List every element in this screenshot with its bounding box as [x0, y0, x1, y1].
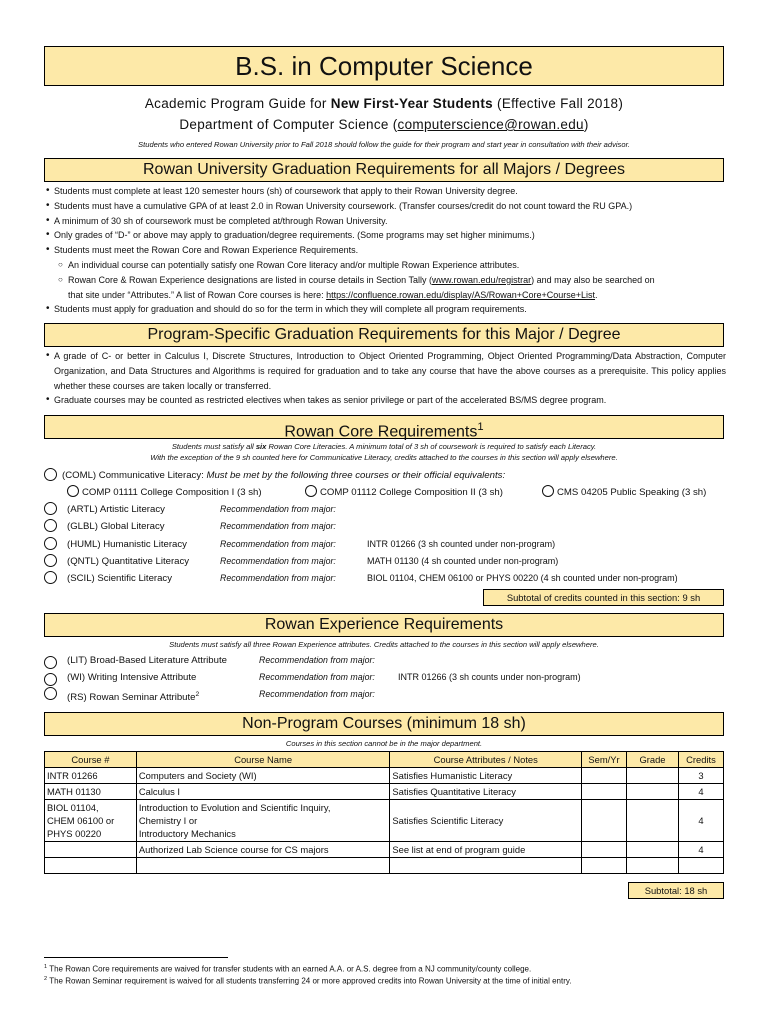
grade-cell[interactable]	[627, 842, 679, 858]
attribute-checkbox[interactable]	[44, 673, 57, 686]
empty-cell[interactable]	[45, 858, 137, 874]
coml-checkbox[interactable]	[44, 468, 57, 481]
course-checkbox[interactable]	[67, 485, 79, 497]
empty-cell[interactable]	[678, 858, 723, 874]
grad-requirements-heading: Rowan University Graduation Requirements for all Majors / Degrees	[44, 158, 724, 182]
literacy-checkbox[interactable]	[44, 519, 57, 532]
empty-cell[interactable]	[390, 858, 582, 874]
course-notes: Satisfies Quantitative Literacy	[390, 784, 582, 800]
course-number[interactable]	[45, 842, 137, 858]
department-line: Department of Computer Science (computerscience@rowan.edu)	[179, 117, 589, 132]
grade-cell[interactable]	[627, 784, 679, 800]
grade-cell[interactable]	[627, 768, 679, 784]
table-row	[45, 842, 724, 858]
grad-requirements-list	[46, 184, 726, 317]
empty-cell[interactable]	[136, 858, 390, 874]
empty-cell[interactable]	[627, 858, 679, 874]
department-email-link[interactable]: computerscience@rowan.edu	[397, 117, 584, 132]
prior-students-note: Students who entered Rowan University prior to Fall 2018 should follow the guide for their program and start year in consultation with their advisor.	[138, 140, 630, 149]
list-subitem: ○ An individual course can potentially satisfy one Rowan Core literacy and/or multiple Rowan Experience attributes.	[46, 258, 726, 273]
footnote-2: $^2$ The Rowan Seminar requirement is waived for all students transferring 24 or more approved credits into Rowan University at the time of initial entry.	[44, 976, 572, 986]
col-header: Course #	[45, 752, 137, 768]
footnote-1: $^1$ The Rowan Core requirements are waived for transfer students with an earned A.A. or A.S. degree from a NJ community/county college.	[44, 964, 532, 974]
sem-yr-cell[interactable]	[582, 842, 627, 858]
program-guide-subtitle: Academic Program Guide for New First-Year Students (Effective Fall 2018)	[144, 96, 624, 111]
col-header: Course Attributes / Notes	[390, 752, 582, 768]
table-row	[45, 800, 724, 842]
course-number: BIOL 01104, CHEM 06100 or PHYS 00220	[45, 800, 137, 842]
experience-row-rs: (RS) Rowan Seminar Attribute$^2$ Recommendation from major:	[44, 687, 724, 704]
literacy-checkbox[interactable]	[44, 502, 57, 515]
experience-row-wi: (WI) Writing Intensive Attribute Recommendation from major: INTR 01266 (3 sh counts under non-program)	[44, 670, 724, 687]
coml-course-1: COMP 01111 College Composition I (3 sh)	[67, 485, 262, 502]
course-name: Computers and Society (WI)	[136, 768, 390, 784]
non-program-note: Courses in this section cannot be in the major department.	[285, 739, 483, 748]
core-row-artl: (ARTL) Artistic Literacy Recommendation from major:	[44, 502, 724, 519]
course-notes: Satisfies Scientific Literacy	[390, 800, 582, 842]
literacy-checkbox[interactable]	[44, 554, 57, 567]
list-item: • Students must meet the Rowan Core and Rowan Experience Requirements.	[46, 243, 726, 258]
table-row-empty	[45, 858, 724, 874]
core-row-qntl: (QNTL) Quantitative Literacy Recommendation from major: MATH 01130 (4 sh counted under non-program)	[44, 554, 724, 571]
page-title: B.S. in Computer Science	[44, 46, 724, 86]
credits: 4	[678, 842, 723, 858]
col-header: Grade	[627, 752, 679, 768]
program-requirements-heading: Program-Specific Graduation Requirements for this Major / Degree	[44, 323, 724, 347]
course-notes: Satisfies Humanistic Literacy	[390, 768, 582, 784]
non-program-table	[44, 751, 724, 874]
core-subtotal: Subtotal of credits counted in this section: 9 sh	[483, 589, 724, 606]
rowan-core-heading: Rowan Core Requirements$^1$	[44, 415, 724, 439]
table-row	[45, 784, 724, 800]
literacy-checkbox[interactable]	[44, 537, 57, 550]
list-subitem-continued: that site under “Attributes.” A list of Rowan Core courses is here: https://confluence.rowan.edu/display/AS/Rowan+Core+Course+List.	[68, 289, 598, 300]
coml-row: (COML) Communicative Literacy: Must be met by the following three courses or their official equivalents:	[44, 468, 505, 485]
list-item: • A grade of C- or better in Calculus I, Discrete Structures, Introduction to Object Oriented Programming, Object Oriented Programming/Data Abstraction, Computer Organization, and Data Structures and Algorithms is required for graduation and to take any course that have the above courses as a prerequisite. This policy applies whether these courses are taken locally or transferred.	[46, 349, 726, 393]
experience-note: Students must satisfy all three Rowan Experience attributes. Credits attached to the courses in this section will apply elsewhere.	[169, 640, 599, 649]
course-number: MATH 01130	[45, 784, 137, 800]
core-note-1: Students must satisfy all six Rowan Core Literacies. A minimum total of 3 sh of coursework is required to satisfy each Literacy.	[171, 442, 597, 451]
sem-yr-cell[interactable]	[582, 768, 627, 784]
attribute-checkbox[interactable]	[44, 687, 57, 700]
table-header-row	[45, 752, 724, 768]
rowan-experience-heading: Rowan Experience Requirements	[44, 613, 724, 637]
list-item: • Only grades of “D-” or above may apply to graduation/degree requirements. (Some programs may set higher minimums.)	[46, 228, 726, 243]
credits: 4	[678, 784, 723, 800]
list-item: • Students must complete at least 120 semester hours (sh) of coursework that apply to their Rowan University degree.	[46, 184, 726, 199]
grade-cell[interactable]	[627, 800, 679, 842]
literacy-checkbox[interactable]	[44, 571, 57, 584]
list-subitem: ○ Rowan Core & Rowan Experience designations are listed in course details in Section Tally (www.rowan.edu/registrar) and may also be searched on	[46, 273, 726, 288]
coml-course-2: COMP 01112 College Composition II (3 sh)	[305, 485, 503, 502]
table-row	[45, 768, 724, 784]
experience-row-lit: (LIT) Broad-Based Literature Attribute Recommendation from major:	[44, 653, 724, 670]
course-name: Introduction to Evolution and Scientific Inquiry, Chemistry I or Introductory Mechanics	[136, 800, 390, 842]
credits: 4	[678, 800, 723, 842]
list-item: • Graduate courses may be counted as restricted electives when takes as senior privilege or part of the accelerated BS/MS degree program.	[46, 393, 726, 408]
non-program-subtotal: Subtotal: 18 sh	[628, 882, 724, 899]
non-program-heading: Non-Program Courses (minimum 18 sh)	[44, 712, 724, 736]
core-row-scil: (SCIL) Scientific Literacy Recommendation from major: BIOL 01104, CHEM 06100 or PHYS 00220 (4 sh counted under non-program)	[44, 571, 724, 588]
course-notes: See list at end of program guide	[390, 842, 582, 858]
footnote-divider	[44, 957, 228, 958]
attribute-checkbox[interactable]	[44, 656, 57, 669]
list-item: • Students must apply for graduation and should do so for the term in which they will complete all program requirements.	[46, 302, 726, 317]
empty-cell[interactable]	[582, 858, 627, 874]
course-checkbox[interactable]	[305, 485, 317, 497]
sem-yr-cell[interactable]	[582, 800, 627, 842]
sem-yr-cell[interactable]	[582, 784, 627, 800]
course-name: Authorized Lab Science course for CS majors	[136, 842, 390, 858]
col-header: Credits	[678, 752, 723, 768]
rowan-core-list-link[interactable]: https://confluence.rowan.edu/display/AS/Rowan+Core+Course+List	[326, 289, 596, 300]
col-header: Course Name	[136, 752, 390, 768]
program-requirements-list	[46, 349, 726, 408]
col-header: Sem/Yr	[582, 752, 627, 768]
core-row-glbl: (GLBL) Global Literacy Recommendation from major:	[44, 519, 724, 536]
core-row-huml: (HUML) Humanistic Literacy Recommendation from major: INTR 01266 (3 sh counted under non-program)	[44, 537, 724, 554]
list-item: • Students must have a cumulative GPA of at least 2.0 in Rowan University coursework. (Transfer courses/credit do not count toward the RU GPA.)	[46, 199, 726, 214]
registrar-link[interactable]: www.rowan.edu/registrar	[432, 274, 532, 285]
list-item: • A minimum of 30 sh of coursework must be completed at/through Rowan University.	[46, 214, 726, 229]
credits: 3	[678, 768, 723, 784]
course-number: INTR 01266	[45, 768, 137, 784]
core-note-2: With the exception of the 9 sh counted here for Communicative Literacy, credits attached to the courses in this section will apply elsewhere.	[150, 453, 618, 462]
course-name: Calculus I	[136, 784, 390, 800]
coml-course-3: CMS 04205 Public Speaking (3 sh)	[542, 485, 706, 502]
course-checkbox[interactable]	[542, 485, 554, 497]
